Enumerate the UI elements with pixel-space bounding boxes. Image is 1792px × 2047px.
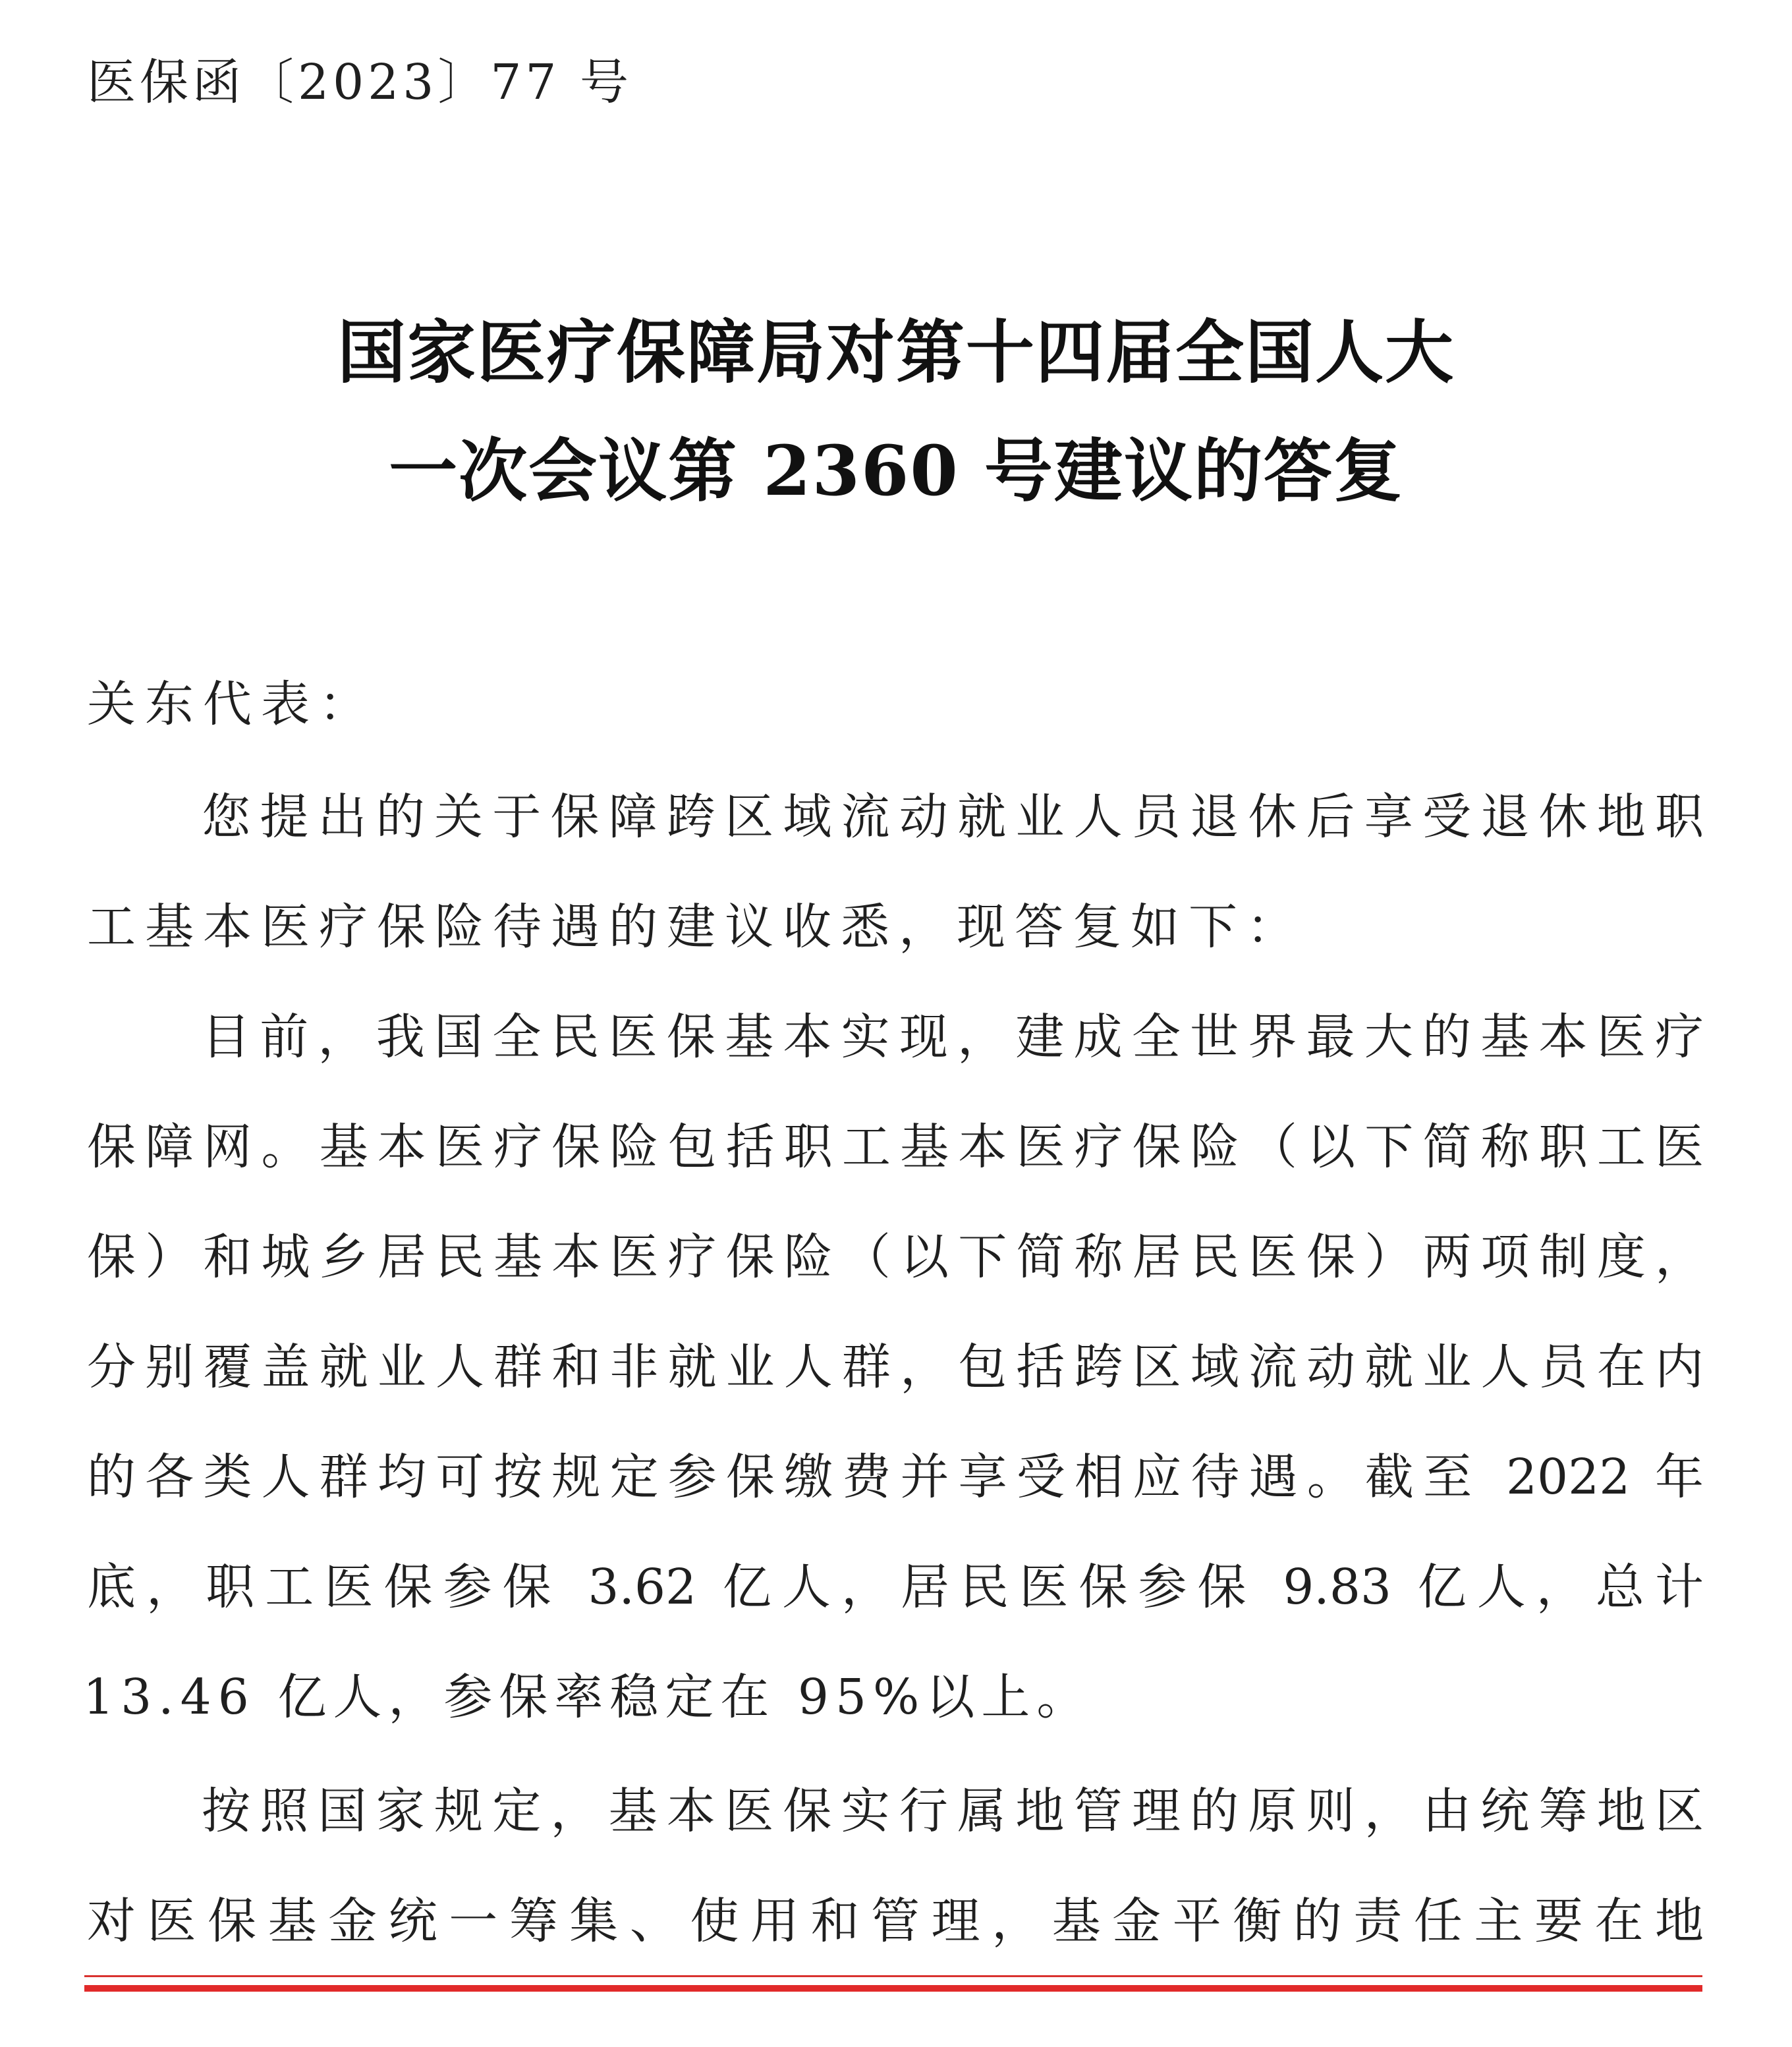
body-line: 您提出的关于保障跨区域流动就业人员退休后享受退休地职 [202,789,1704,845]
body-line: 按照国家规定，基本医保实行属地管理的原则，由统筹地区 [202,1783,1704,1839]
body-line: 分别覆盖就业人群和非就业人群，包括跨区域流动就业人员在内 [87,1339,1704,1395]
body-line: 目前，我国全民医保基本实现，建成全世界最大的基本医疗 [202,1009,1704,1065]
footer-rule-thin [84,1975,1702,1977]
document-number: 医保函〔2023〕77 号 [87,54,633,111]
body-line: 底，职工医保参保 3.62 亿人，居民医保参保 9.83 亿人，总计 [87,1559,1704,1615]
body-line: 13.46 亿人，参保率稳定在 95%以上。 [83,1669,1092,1725]
footer-rule-thick [84,1985,1702,1992]
document-title-line-1: 国家医疗保障局对第十四届全国人大 [337,312,1455,393]
body-line: 保）和城乡居民基本医疗保险（以下简称居民医保）两项制度， [87,1229,1704,1285]
body-line: 的各类人群均可按规定参保缴费并享受相应待遇。截至 2022 年 [87,1449,1704,1505]
body-line: 工基本医疗保险待遇的建议收悉，现答复如下： [87,899,1304,955]
salutation: 关东代表： [87,676,377,733]
document-title-line-2: 一次会议第 2360 号建议的答复 [389,430,1403,511]
body-line: 保障网。基本医疗保险包括职工基本医疗保险（以下简称职工医 [87,1119,1704,1175]
body-line: 对医保基金统一筹集、使用和管理，基金平衡的责任主要在地 [87,1893,1704,1949]
